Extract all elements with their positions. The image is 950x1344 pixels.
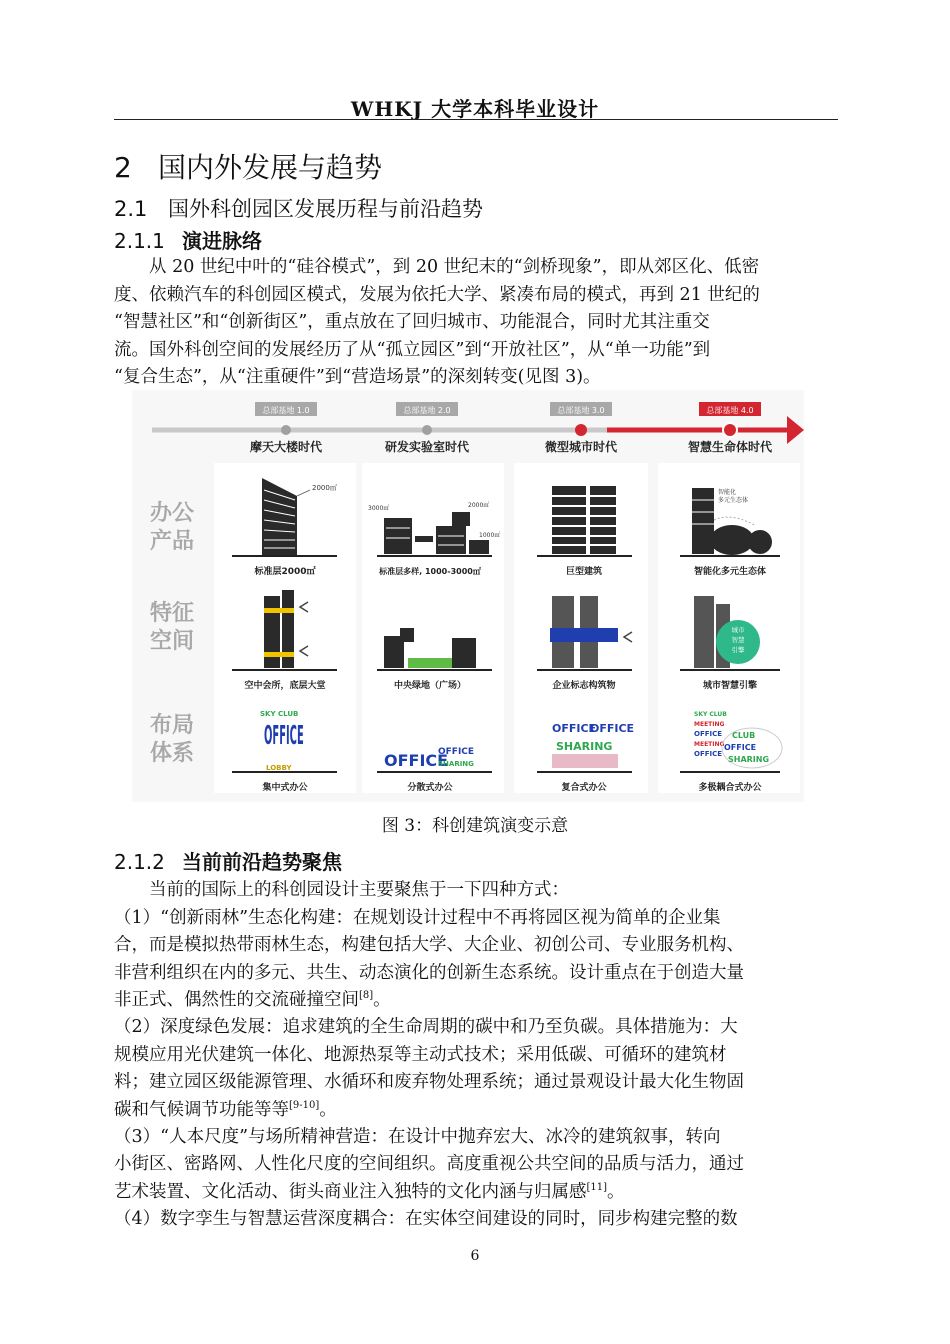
row-label: 特征: [150, 601, 195, 626]
cell-label: 多极耦合式办公: [698, 783, 762, 793]
stage-dot: [723, 423, 737, 437]
subsection-title: 当前前沿趋势聚焦: [182, 850, 342, 874]
para1-line: 从 20 世纪中叶的“硅谷模式”，到 20 世纪末的“剑桥现象”，即从郊区化、低密: [149, 257, 760, 277]
item3-text: 艺术装置、文化活动、街头商业注入独特的文化内涵与归属感: [114, 1182, 587, 1202]
sharing-text: SHARING: [438, 760, 474, 768]
stage-dot: [422, 425, 432, 435]
stage-dot: [575, 424, 587, 436]
figure-svg: [132, 390, 804, 802]
column-panel: [362, 463, 504, 793]
lobby-text: LOBBY: [266, 764, 292, 772]
area-label: 1000㎡: [479, 532, 501, 539]
section-title: 国外科创园区发展历程与前沿趋势: [168, 197, 483, 221]
item3-line-last: [114, 1178, 838, 1203]
office-text: OFFICE: [384, 751, 449, 770]
stage-name: 摩天大楼时代: [249, 440, 323, 454]
para1-line: 度、依赖汽车的科创园区模式，发展为依托大学、紧凑布局的模式，再到 21 世纪的: [114, 285, 760, 305]
cell-label: 集中式办公: [262, 783, 308, 793]
office-text: OFFICE: [590, 722, 635, 735]
citation: [11]: [586, 1182, 608, 1193]
sky-club-text: SKY CLUB: [260, 710, 299, 718]
cell-label: 智能化多元生态体: [693, 567, 767, 577]
item1-line: 非营利组织在内的多元、共生、动态演化的创新生态系统。设计重点在于创造大量: [114, 963, 744, 983]
figure-evolution-diagram: [132, 390, 804, 802]
sky-club-text: SKY CLUB: [694, 711, 727, 718]
area-label: 3000㎡: [368, 505, 390, 512]
item3-end: 。: [607, 1182, 625, 1202]
item2-line: 规模应用光伏建筑一体化、地源热泵等主动式技术；采用低碳、可循环的建筑材: [114, 1045, 727, 1065]
cell-label: 分散式办公: [407, 783, 453, 793]
engine-label: 引擎: [731, 646, 745, 654]
stage-name: 智慧生命体时代: [687, 440, 773, 454]
meeting-text: MEETING: [694, 721, 725, 728]
sharing-text: SHARING: [728, 755, 770, 764]
section-heading: [114, 193, 483, 223]
eco-label: 智能化: [718, 489, 737, 496]
cell-label: 复合式办公: [561, 783, 607, 793]
subsection-heading-1: [114, 225, 262, 254]
cell-label: 中央绿地（广场）: [393, 681, 467, 691]
cell-label: 城市智慧引擎: [702, 681, 758, 691]
page-header-title: WHKJ 大学本科毕业设计: [350, 97, 600, 121]
subsection-title: 演进脉络: [182, 229, 262, 253]
item1-line: 合，而是模拟热带雨林生态，构建包括大学、大企业、初创公司、专业服务机构、: [114, 935, 744, 955]
para1-line: 流。国外科创空间的发展经历了从“孤立园区”到“开放社区”，从“单一功能”到: [114, 340, 711, 360]
row-label: 产品: [150, 529, 195, 554]
subsection-heading-2: [114, 846, 342, 875]
office-text: OFFICE: [552, 722, 597, 735]
item3-line: （3）“人本尺度”与场所精神营造：在设计中抛弃宏大、冰冷的建筑叙事，转向: [114, 1127, 721, 1147]
engine-label: 智慧: [731, 636, 745, 644]
item1-end: 。: [373, 990, 391, 1010]
intro-line: 当前的国际上的科创园设计主要聚焦于一下四种方式：: [149, 880, 569, 900]
figure-caption: 图 3：科创建筑演变示意: [381, 816, 569, 836]
item2-line: 料；建立园区级能源管理、水循环和废弃物处理系统；通过景观设计最大化生物固: [114, 1072, 744, 1092]
office-text: OFFICE: [724, 743, 757, 752]
cell-label: 巨型建筑: [565, 567, 603, 577]
item1-text: 非正式、偶然性的交流碰撞空间: [114, 990, 359, 1010]
office-text-small: OFFICE: [438, 747, 475, 757]
item1-line: （1）“创新雨林”生态化构建：在规划设计过程中不再将园区视为简单的企业集: [114, 908, 721, 928]
item2-text: 碳和气候调节功能等等: [114, 1100, 289, 1120]
meeting-text: MEETING: [694, 741, 725, 748]
stage-tag: 总部基地 2.0: [403, 406, 451, 415]
citation: [8]: [359, 990, 374, 1001]
office-text: OFFICE: [264, 720, 304, 751]
stage-tag: 总部基地 4.0: [706, 406, 754, 415]
item1-line-last: [114, 986, 838, 1011]
chapter-title: 国内外发展与趋势: [158, 151, 383, 184]
cell-label: 标准层2000㎡: [254, 567, 316, 577]
sharing-text: SHARING: [556, 740, 613, 753]
item2-end: 。: [319, 1100, 337, 1120]
stage-name: 微型城市时代: [544, 440, 618, 454]
chapter-number: 2: [114, 151, 132, 184]
section-number: 2.1: [114, 197, 148, 221]
club-text: CLUB: [732, 731, 756, 740]
cell-label: 空中会所，底层大堂: [244, 681, 326, 691]
header-rule: [114, 119, 838, 120]
eco-label: 多元生态体: [718, 497, 749, 504]
office-text: OFFICE: [694, 750, 723, 758]
subsection-number: 2.1.1: [114, 229, 165, 253]
item3-line: 小街区、密路网、人性化尺度的空间组织。高度重视公共空间的品质与活力，通过: [114, 1154, 744, 1174]
item2-line-last: [114, 1096, 838, 1121]
row-label: 布局: [150, 713, 195, 738]
chapter-heading: [114, 146, 382, 186]
row-label: 办公: [150, 501, 195, 526]
area-label: 2000㎡: [468, 502, 490, 509]
item2-line: （2）深度绿色发展：追求建筑的全生命周期的碳中和乃至负碳。具体措施为：大: [114, 1017, 738, 1037]
area-label: 2000㎡: [312, 484, 337, 492]
office-text: OFFICE: [694, 730, 723, 738]
item4-line: （4）数字孪生与智慧运营深度耦合：在实体空间建设的同时，同步构建完整的数: [114, 1209, 738, 1229]
engine-label: 城市: [731, 626, 745, 634]
stage-dot: [281, 425, 291, 435]
cell-label: 标准层多样, 1000-3000㎡: [379, 567, 481, 576]
row-label: 体系: [150, 741, 195, 766]
row-label: 空间: [150, 629, 195, 654]
stage-tag: 总部基地 1.0: [262, 406, 310, 415]
citation: [9-10]: [289, 1100, 320, 1111]
page-number: 6: [470, 1248, 480, 1264]
para1-line: “智慧社区”和“创新街区”，重点放在了回归城市、功能混合，同时尤其注重交: [114, 312, 710, 332]
stage-name: 研发实验室时代: [384, 440, 470, 454]
cell-label: 企业标志构筑物: [552, 681, 616, 691]
para1-line: “复合生态”，从“注重硬件”到“营造场景”的深刻转变(见图 3)。: [114, 367, 601, 387]
stage-tag: 总部基地 3.0: [557, 406, 605, 415]
subsection-number: 2.1.2: [114, 850, 165, 874]
